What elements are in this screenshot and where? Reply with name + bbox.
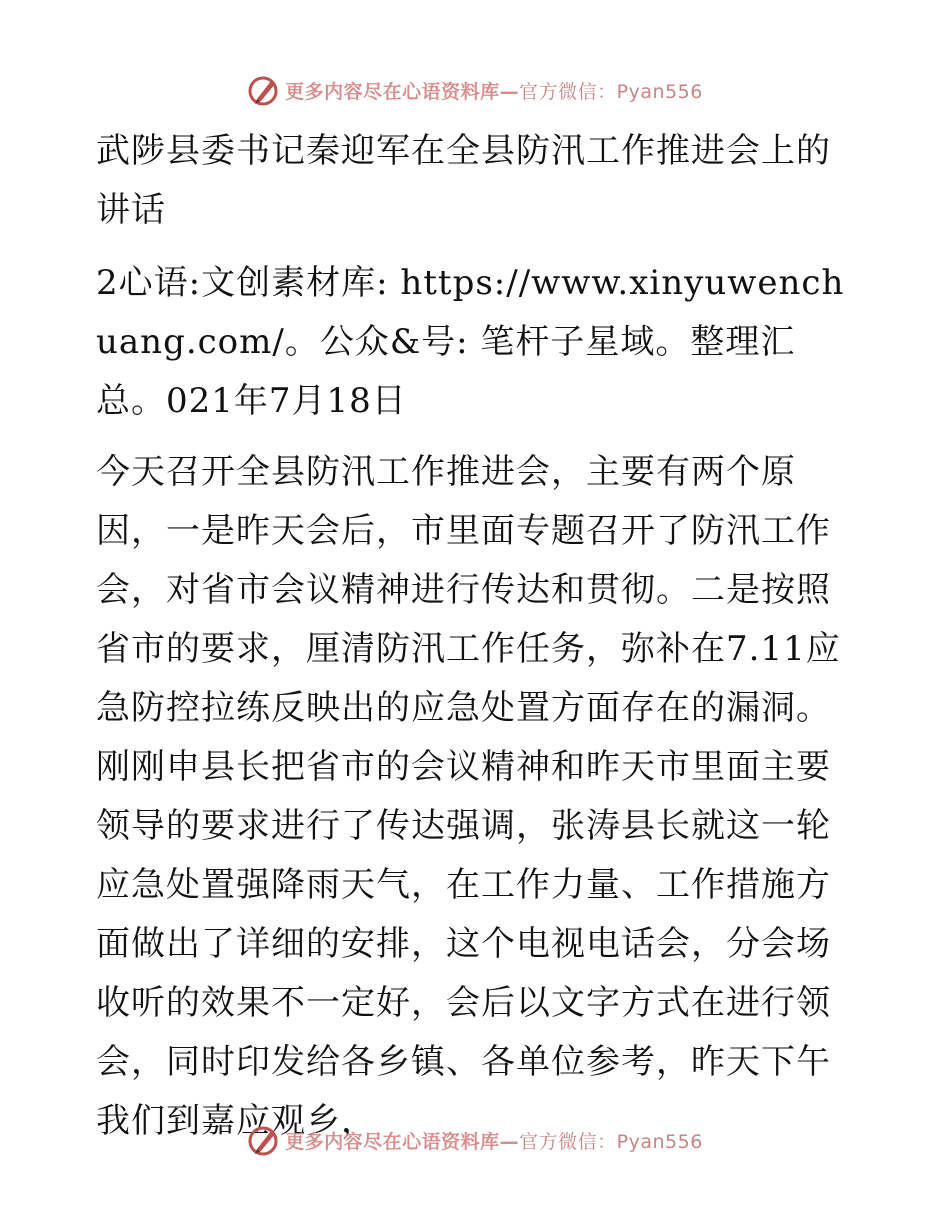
header-banner-separator: — (499, 80, 520, 103)
pen-logo-icon (247, 73, 281, 107)
pen-logo-icon (247, 1123, 281, 1157)
document-title: 武陟县委书记秦迎军在全县防汛工作推进会上的讲话 (96, 131, 831, 230)
footer-banner-wechat: 官方微信：Pyan556 (519, 1130, 703, 1153)
document-body-paragraph: 今天召开全县防汛工作推进会，主要有两个原因，一是昨天会后，市里面专题召开了防汛工作会，对省市会议精神进行传达和贯彻。二是按照省市的要求，厘清防汛工作任务，弥补在7.11应急防控拉练反映出的应急处置方面存在的漏洞。刚刚申县长把省市的会议精神和昨天市里面主要领导的要求进行了传达强调，张涛县长就这一轮应急处置强降雨天气，在工作力量、工作措施方面做出了详细的安排，这个电视电话会，分会场收听的效果不一定好，会后以文字方式在进行领会，同时印发给各乡镇、各单位参考，昨天下午我们到嘉应观乡， (96, 452, 841, 1141)
header-banner (0, 68, 950, 112)
header-banner-wechat: 官方微信：Pyan556 (519, 80, 703, 103)
footer-banner-text: 更多内容尽在心语资料库 (285, 1130, 500, 1153)
footer-banner-separator: — (499, 1130, 520, 1153)
document-content (96, 122, 856, 1151)
document-source-line: 2心语:文创素材库: https://www.xinyuwenchuang.com/。公众&号: 笔杆子星域。整理汇总。021年7月18日 (96, 263, 845, 421)
header-banner-text: 更多内容尽在心语资料库 (285, 80, 500, 103)
footer-banner (0, 1118, 950, 1162)
